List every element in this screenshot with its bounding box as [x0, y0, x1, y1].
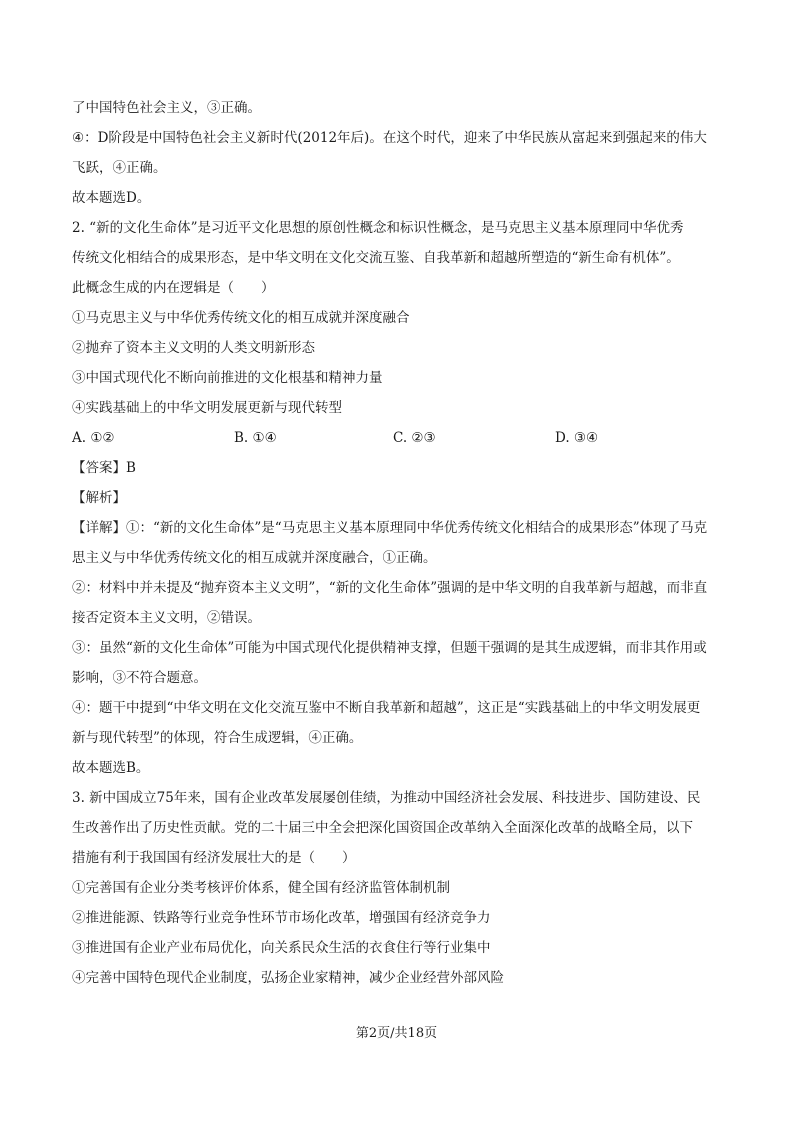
question-3-statement: ②推进能源、铁路等行业竞争性环节市场化改革，增强国有经济竞争力 [72, 910, 491, 926]
question-3-line: 3. 新中国成立75年来，国有企业改革发展屡创佳绩，为推动中国经济社会发展、科技进步、国防建设、民 [72, 790, 701, 806]
question-3-statement: ③推进国有企业产业布局优化，向关系民众生活的衣食住行等行业集中 [72, 940, 491, 956]
question-3-line: 措施有利于我国国有经济发展壮大的是（ ） [72, 850, 356, 866]
analysis-label: 【解析】 [72, 490, 126, 506]
page-number: 第2页/共18页 [355, 1026, 438, 1041]
option-b: B. ①④ [234, 430, 277, 446]
question-2-line: 此概念生成的内在逻辑是（ ） [72, 280, 275, 296]
question-2-statement: ②抛弃了资本主义文明的人类文明新形态 [72, 340, 315, 356]
explanation-line: 【详解】①：“新的文化生命体”是“马克思主义基本原理同中华优秀传统文化相结合的成果形态”体现了马克 [72, 520, 708, 536]
explanation-line: 接否定资本主义文明，②错误。 [72, 610, 261, 626]
question-3-statement: ①完善国有企业分类考核评价体系，健全国有经济监管体制机制 [72, 880, 450, 896]
question-2-statement: ③中国式现代化不断向前推进的文化根基和精神力量 [72, 370, 383, 386]
answer-label: 【答案】B [72, 460, 136, 476]
question-2-statement: ④实践基础上的中华文明发展更新与现代转型 [72, 400, 342, 416]
text-line: 故本题选D。 [72, 190, 151, 206]
text-line: 了中国特色社会主义，③正确。 [72, 100, 261, 116]
question-2-statement: ①马克思主义与中华优秀传统文化的相互成就并深度融合 [72, 310, 410, 326]
question-2-line: 2. “新的文化生命体”是习近平文化思想的原创性概念和标识性概念，是马克思主义基本原理同中华优秀 [72, 220, 684, 236]
explanation-line: 思主义与中华优秀传统文化的相互成就并深度融合，①正确。 [72, 550, 437, 566]
option-c: C. ②③ [393, 430, 436, 446]
question-2-line: 传统文化相结合的成果形态，是中华文明在文化交流互鉴、自我革新和超越所塑造的“新生命有机体”。 [72, 250, 680, 266]
explanation-line: ②：材料中并未提及“抛弃资本主义文明”，“新的文化生命体”强调的是中华文明的自我革新与超越，而非直 [72, 580, 708, 596]
text-line: 飞跃，④正确。 [72, 160, 167, 176]
text-line: ④：D阶段是中国特色社会主义新时代(2012年后)。在这个时代，迎来了中华民族从富起来到强起来的伟大 [72, 130, 707, 146]
explanation-line: 影响，③不符合题意。 [72, 670, 207, 686]
question-3-line: 生改善作出了历史性贡献。党的二十届三中全会把深化国资国企改革纳入全面深化改革的战略全局，以下 [72, 820, 693, 836]
question-3-statement: ④完善中国特色现代企业制度，弘扬企业家精神，减少企业经营外部风险 [72, 970, 504, 986]
conclusion-line: 故本题选B。 [72, 760, 150, 776]
option-d: D. ③④ [555, 430, 599, 446]
explanation-line: ③：虽然“新的文化生命体”可能为中国式现代化提供精神支撑，但题干强调的是其生成逻辑，而非其作用或 [72, 640, 707, 656]
question-2-options [72, 423, 727, 453]
explanation-line: 新与现代转型”的体现，符合生成逻辑，④正确。 [72, 730, 363, 746]
option-a: A. ①② [72, 430, 115, 446]
explanation-line: ④：题干中提到“中华文明在文化交流互鉴中不断自我革新和超越”，这正是“实践基础上的中华文明发展更 [72, 700, 701, 716]
page-content [72, 93, 727, 993]
